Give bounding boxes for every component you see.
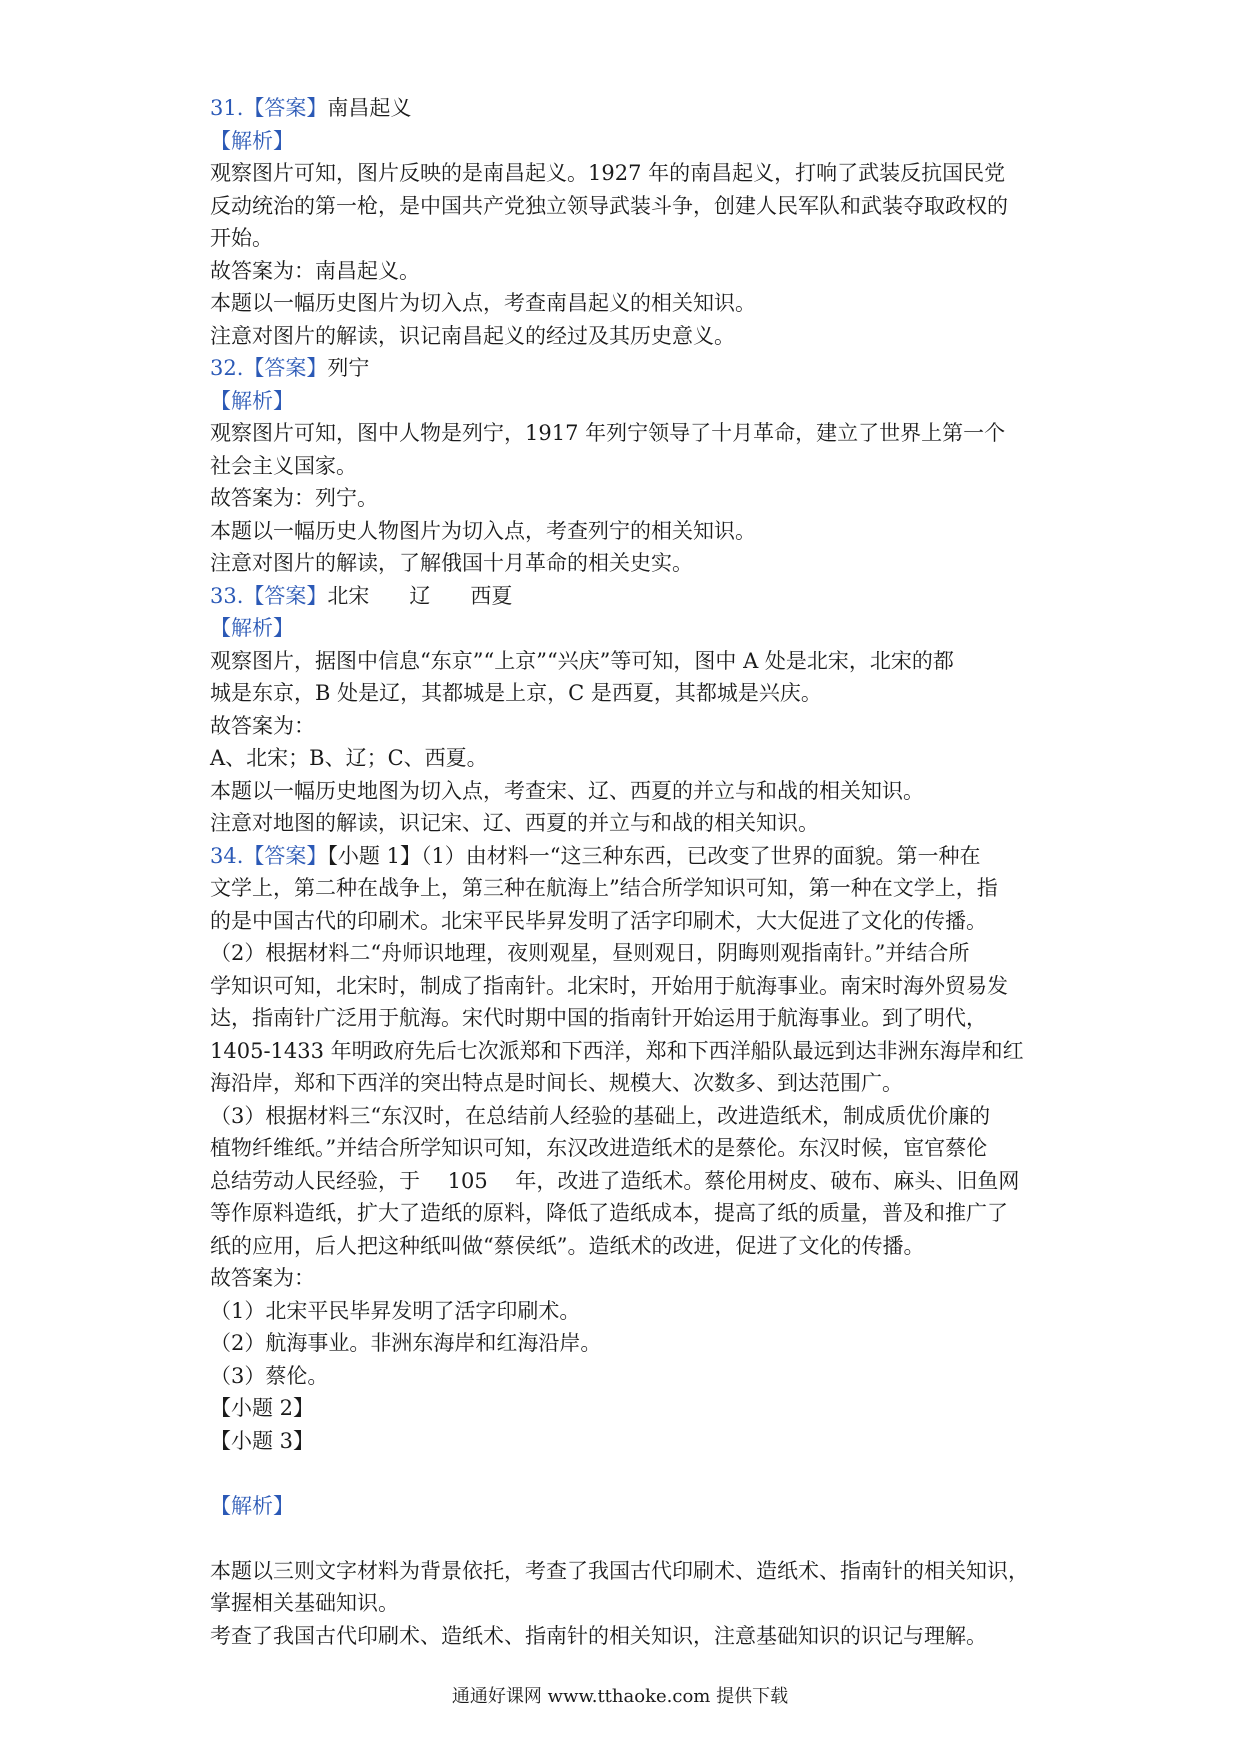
text-line: 1405-1433 年明政府先后七次派郑和下西洋，郑和下西洋船队最远到达非洲东海岸和红: [210, 1038, 1024, 1063]
text-line: 本题以一幅历史人物图片为切入点，考查列宁的相关知识。: [210, 518, 756, 543]
answer-tag: 【答案】: [243, 583, 328, 608]
text-line: 注意对图片的解读，识记南昌起义的经过及其历史意义。: [210, 323, 735, 348]
text-line: 故答案为：: [210, 1266, 315, 1290]
text-line: 【小题 3】: [210, 1428, 315, 1453]
text-line: 观察图片可知，图中人物是列宁，1917 年列宁领导了十月革命，建立了世界上第一个: [210, 421, 1006, 445]
analysis-tag: 【解析】: [210, 388, 294, 413]
question-number: 31.: [210, 96, 244, 120]
text-line: 文学上，第二种在战争上，第三种在航海上”结合所学知识可知，第一种在文学上，指: [210, 876, 998, 900]
text-line: 开始。: [210, 226, 273, 250]
text-line: 反动统治的第一枪，是中国共产党独立领导武装斗争，创建人民军队和武装夺取政权的: [210, 193, 1008, 218]
answer-text: 【小题 1】（1）由材料一“这三种东西，已改变了世界的面貌。第一种在: [327, 843, 981, 868]
answer-text: 南昌起义: [327, 96, 412, 120]
answer-line-q32: [210, 352, 1050, 385]
text-line: （2）航海事业。非洲东海岸和红海沿岸。: [210, 1331, 602, 1355]
text-line: 注意对地图的解读，识记宋、辽、西夏的并立与和战的相关知识。: [210, 811, 819, 835]
text-line: 达，指南针广泛用于航海。宋代时期中国的指南针开始运用于航海事业。到了明代，: [210, 1006, 987, 1030]
text-line: 考查了我国古代印刷术、造纸术、指南针的相关知识，注意基础知识的识记与理解。: [210, 1623, 987, 1648]
analysis-tag: 【解析】: [210, 128, 294, 153]
answer-tag: 【答案】: [243, 843, 328, 868]
answer-tag: 【答案】: [243, 96, 328, 120]
text-line: 等作原料造纸，扩大了造纸的原料，降低了造纸成本，提高了纸的质量，普及和推广了: [210, 1201, 1008, 1225]
text-line: 城是东京，B 处是辽，其都城是上京，C 是西夏，其都城是兴庆。: [210, 681, 822, 705]
analysis-tag: 【解析】: [210, 1493, 294, 1518]
answer-part: 辽: [409, 583, 431, 608]
text-line: 学知识可知，北宋时，制成了指南针。北宋时，开始用于航海事业。南宋时海外贸易发: [210, 973, 1008, 998]
answer-content: [210, 92, 1050, 1652]
text-line: 植物纤维纸。”并结合所学知识可知，东汉改进造纸术的是蔡伦。东汉时候，宦官蔡伦: [210, 1136, 988, 1160]
answer-line-q31: [210, 92, 1050, 125]
blank-line: [210, 1522, 1050, 1555]
text-line: 本题以三则文字材料为背景依托，考查了我国古代印刷术、造纸术、指南针的相关知识，: [210, 1558, 1029, 1583]
text-line: 社会主义国家。: [210, 453, 357, 478]
question-number: 32.: [210, 356, 244, 380]
text-line: （3）根据材料三“东汉时，在总结前人经验的基础上，改进造纸术，制成质优价廉的: [210, 1103, 991, 1128]
page-footer: 通通好课网 www.tthaoke.com 提供下载: [451, 1686, 789, 1707]
text-line: 观察图片可知，图片反映的是南昌起义。1927 年的南昌起义，打响了武装反抗国民党: [210, 161, 1006, 185]
analysis-tag: 【解析】: [210, 616, 294, 640]
text-line: （1）北宋平民毕昇发明了活字印刷术。: [210, 1298, 581, 1323]
text-line: 本题以一幅历史图片为切入点，考查南昌起义的相关知识。: [210, 291, 756, 315]
text-line: 观察图片，据图中信息“东京”“上京”“兴庆”等可知，图中 A 处是北宋，北宋的都: [210, 648, 954, 673]
question-number: 33.: [210, 583, 244, 608]
text-line: 本题以一幅历史地图为切入点，考查宋、辽、西夏的并立与和战的相关知识。: [210, 778, 924, 803]
answer-line-q33: [210, 580, 1050, 613]
blank-line: [210, 1457, 1050, 1490]
text-line: 【小题 2】: [210, 1396, 315, 1420]
text-line: 注意对图片的解读，了解俄国十月革命的相关史实。: [210, 551, 693, 575]
answer-part: 北宋: [327, 583, 370, 608]
answer-line-q34: [210, 840, 1050, 873]
text-line: 总结劳动人民经验，于 105 年，改进了造纸术。蔡伦用树皮、破布、麻头、旧鱼网: [210, 1168, 1020, 1193]
text-line: （3）蔡伦。: [210, 1363, 329, 1388]
answer-text: 列宁: [327, 356, 370, 380]
text-line: 海沿岸，郑和下西洋的突出特点是时间长、规模大、次数多、到达范围广。: [210, 1071, 903, 1095]
answer-part: 西夏: [470, 583, 513, 608]
text-line: 故答案为：列宁。: [210, 486, 378, 510]
text-line: 掌握相关基础知识。: [210, 1591, 399, 1615]
answer-tag: 【答案】: [243, 356, 328, 380]
text-line: 纸的应用，后人把这种纸叫做“蔡侯纸”。造纸术的改进，促进了文化的传播。: [210, 1233, 925, 1258]
text-line: （2）根据材料二“舟师识地理，夜则观星，昼则观日，阴晦则观指南针。”并结合所: [210, 941, 970, 965]
text-line: A、北宋；B、辽；C、西夏。: [210, 746, 488, 770]
text-line: 故答案为：: [210, 713, 315, 738]
question-number: 34.: [210, 843, 244, 868]
text-line: 的是中国古代的印刷术。北宋平民毕昇发明了活字印刷术，大大促进了文化的传播。: [210, 908, 987, 933]
text-line: 故答案为：南昌起义。: [210, 258, 420, 283]
